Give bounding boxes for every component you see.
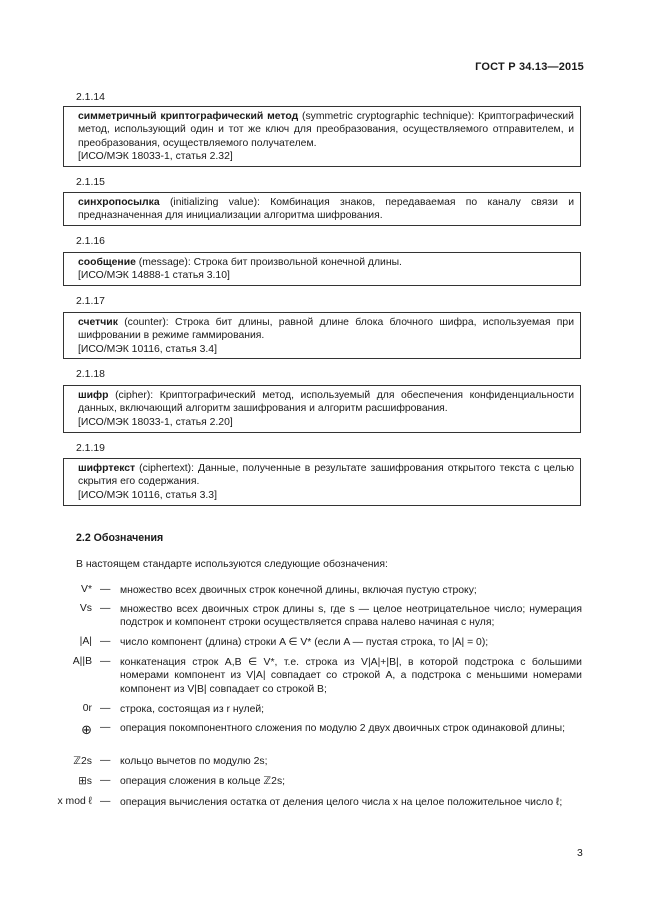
section-title: 2.2 Обозначения [76, 532, 164, 544]
notation-dash: — [100, 584, 111, 595]
notation-dash: — [100, 703, 111, 714]
notation-dash: — [100, 636, 111, 647]
section-intro: В настоящем стандарте используются следующие обозначения: [76, 559, 388, 570]
term-box [63, 192, 581, 226]
term-definition: (message): Строка бит произвольной конечной длины. [138, 257, 402, 268]
term-name: счетчик [78, 317, 118, 328]
notation-symbol: |A| [79, 636, 92, 647]
term-source: [ИСО/МЭК 18033-1, статья 2.32] [78, 151, 233, 163]
term-number: 2.1.17 [76, 296, 105, 307]
term-name: сообщение [78, 257, 136, 268]
term-box [63, 106, 581, 167]
term-definition: (counter): Строка бит длины, равной длине блока блочного шифра, используемая при шифровании в режиме гаммирования. [78, 317, 574, 342]
term-source: [ИСО/МЭК 18033-1, статья 2.20] [78, 416, 233, 428]
notation-text: операция покомпонентного сложения по модулю 2 двух двоичных строк одинаковой длины; [120, 723, 566, 734]
term-definition: (ciphertext): Данные, полученные в результате зашифрования открытого текста с целью скрытия его содержания. [78, 463, 575, 488]
term-number: 2.1.19 [76, 443, 105, 454]
term-number: 2.1.14 [76, 92, 105, 103]
notation-dash: — [100, 796, 111, 807]
notation-symbol: A||B [72, 656, 92, 667]
term-number: 2.1.16 [76, 236, 105, 247]
term-box [63, 252, 581, 286]
notation-dash: — [100, 656, 111, 667]
term-box [63, 385, 581, 433]
notation-symbol: Vs [79, 603, 92, 614]
notation-dash: — [100, 755, 111, 766]
term-definition: (cipher): Криптографический метод, используемый для обеспечения конфиденциальности данных, включающий алгоритм зашифрования и алгоритм расшифрования. [78, 390, 574, 415]
document-header: ГОСТ Р 34.13—2015 [475, 61, 584, 73]
notation-text: множество всех двоичных строк конечной длины, включая пустую строку; [120, 585, 477, 596]
notation-dash: — [100, 775, 111, 786]
notation-text: операция сложения в кольце ℤ2s; [120, 776, 286, 787]
notation-symbol: 0r [82, 703, 92, 714]
notation-dash: — [100, 722, 111, 733]
term-number: 2.1.18 [76, 369, 105, 380]
notation-text: число компонент (длина) строки A ∈ V* (если A — пустая строка, то |A| = 0); [120, 637, 489, 648]
ring-addition-icon: ⊞s [78, 776, 92, 787]
notation-text: конкатенация строк A,B ∈ V*, т.е. строка из V|A|+|B|, в которой подстрока с большими номерами компонент из V|A| совпадает со строкой A, а подстрока с меньшими номерами компонент из V|B| совпадает со строкой B; [120, 657, 582, 695]
xor-icon: ⊕ [81, 722, 92, 737]
term-source: [ИСО/МЭК 14888-1 статья 3.10] [78, 270, 230, 282]
term-name: шифр [78, 390, 109, 401]
notation-text: множество всех двоичных строк длины s, где s — целое неотрицательное число; нумерация подстрок и компонент строки осуществляется справа налево начиная с нуля; [120, 604, 582, 629]
term-definition: (initializing value): Комбинация знаков, передаваемая по каналу связи и предназначенная для инициализации алгоритма шифрования. [78, 197, 574, 222]
notation-text: кольцо вычетов по модулю 2s; [120, 756, 268, 767]
term-source: [ИСО/МЭК 10116, статья 3.3] [78, 489, 217, 501]
notation-text: строка, состоящая из r нулей; [120, 704, 265, 715]
notation-symbol: ℤ2s [73, 756, 92, 767]
term-name: синхропосылка [78, 197, 160, 208]
term-number: 2.1.15 [76, 177, 105, 188]
notation-symbol: x mod ℓ [57, 796, 92, 807]
term-name: шифртекст [78, 463, 136, 474]
page-number: 3 [577, 848, 583, 859]
notation-symbol: V* [81, 584, 92, 595]
term-box [63, 458, 581, 506]
term-definition: (symmetric cryptographic technique): Криптографический метод, использующий один и тот же ключ для преобразования, осуществляемого отправителем, и преобразования, осуществляемого получателем. [78, 111, 574, 149]
term-source: [ИСО/МЭК 10116, статья 3.4] [78, 343, 217, 355]
term-name: симметричный криптографический метод [78, 111, 299, 122]
notation-text: операция вычисления остатка от деления целого числа x на целое положительное число ℓ; [120, 797, 563, 808]
notation-dash: — [100, 603, 111, 614]
term-box [63, 312, 581, 359]
